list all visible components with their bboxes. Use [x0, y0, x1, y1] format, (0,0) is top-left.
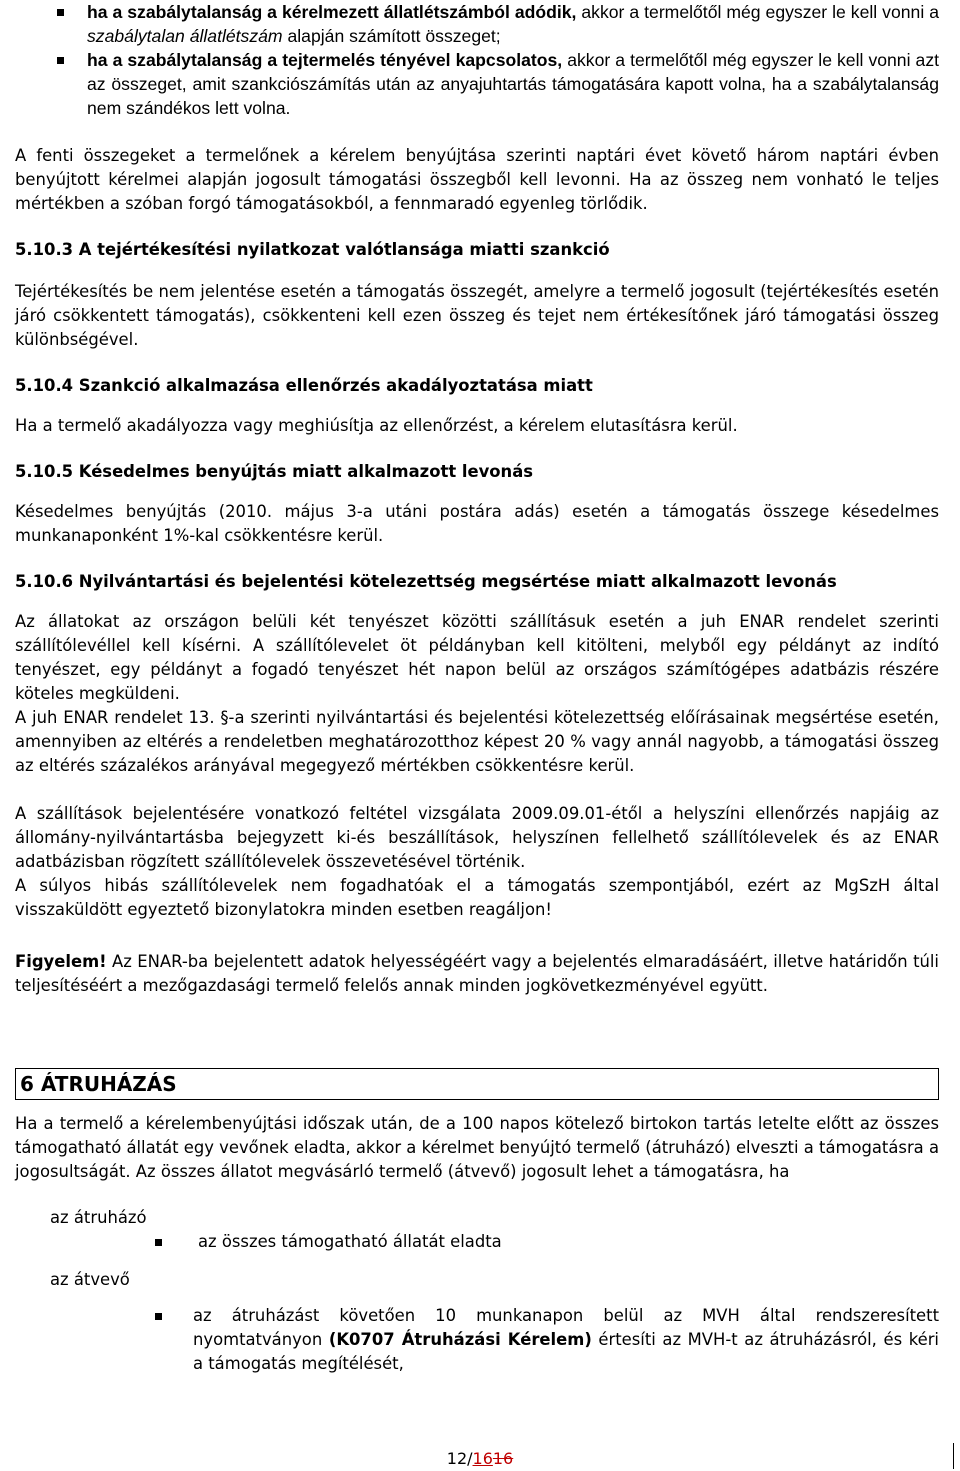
- bullet-item: [15, 1230, 939, 1254]
- label-transferee: az átvevő: [50, 1270, 130, 1289]
- change-bar: [953, 1443, 954, 1469]
- label-transferor: az átruházó: [50, 1208, 147, 1227]
- paragraph: Az állatokat az országon belüli két tenyészet közötti szállításuk esetén a juh ENAR rendelet szerinti szállítólevéllel kell kísérni. A szállítólevelet öt példányban kell kitölteni, melyből egy példányt az indító tenyészet, egy példányt a fogadó tenyészet hét napon belül az országos számítógépes adatbázis részére köteles megküldeni.: [15, 612, 939, 703]
- paragraph: Tejértékesítés be nem jelentése esetén a támogatás összegét, amelyre a termelő jogosult (tejértékesítés esetén járó csökkentett támogatás), csökkenteni kell ezen összeg és tejet nem értékesítőnek járó támogatási összeg különbségével.: [15, 282, 939, 349]
- bullet-item: [15, 48, 939, 120]
- bullet-bold-text: ha a szabálytalanság a kérelmezett állatlétszámból adódik,: [87, 2, 577, 22]
- section-heading: 5.10.6 Nyilvántartási és bejelentési kötelezettség megsértése miatt alkalmazott levonás: [15, 572, 837, 591]
- square-bullet-icon: [155, 1239, 162, 1246]
- square-bullet-icon: [57, 9, 64, 16]
- warning-text: Az ENAR-ba bejelentett adatok helyességéért vagy a bejelentés elmaradásáért, illetve határidőn túli teljesítéséért a mezőgazdasági termelő felelős annak minden jogkövetkezményével együtt.: [15, 952, 939, 995]
- warning-label: Figyelem!: [15, 952, 107, 971]
- paragraph: Ha a termelő a kérelembenyújtási időszak után, de a 100 napos kötelező birtokon tartás letelte előtt az összes támogatható állatát egy vevőnek eladta, akkor a kérelmet benyújtó termelő (átruházó) elveszti a támogatásra a jogosultságát. Az összes állatot megvásárló termelő (átvevő) jogosult lehet a támogatásra, ha: [15, 1114, 939, 1181]
- page-total-inserted: 16: [472, 1449, 493, 1468]
- chapter-heading-box: [15, 1068, 939, 1100]
- bullet-bold-text: ha a szabálytalanság a tejtermelés tényével kapcsolatos,: [87, 50, 563, 70]
- bullet-text: akkor a termelőtől még egyszer le kell vonni azt az összeget, amit szankciószámítás után az anyajuhtartás támogatására kapott volna, ha a szabálytalanság nem szándékos lett volna.: [87, 50, 940, 118]
- paragraph: A juh ENAR rendelet 13. §-a szerinti nyilvántartási és bejelentési kötelezettség előírásainak megsértése esetén, amennyiben az eltérés a rendeletben meghatározotthoz képest 20 % vagy annál nagyobb, a támogatási összeg az eltérés százalékos arányával megegyező mértékben csökkentésre kerül.: [15, 708, 939, 775]
- section-heading: 5.10.3 A tejértékesítési nyilatkozat valótlansága miatti szankció: [15, 240, 610, 259]
- section-heading: 5.10.4 Szankció alkalmazása ellenőrzés akadályoztatása miatt: [15, 376, 593, 395]
- bullet-text: alapján számított összeget;: [282, 26, 501, 46]
- bullet-text: az átruházást követően 10 munkanapon belül az MVH által rendszeresített nyomtatványon: [193, 1306, 939, 1349]
- square-bullet-icon: [57, 57, 64, 64]
- square-bullet-icon: [155, 1313, 162, 1320]
- paragraph: A súlyos hibás szállítólevelek nem fogadhatóak el a támogatás szempontjából, ezért az MgSzH által visszaküldött egyeztető bizonylatokra minden esetben reagáljon!: [15, 876, 939, 919]
- bullet-italic-text: szabálytalan állatlétszám: [87, 26, 283, 46]
- bullet-text: értesíti az MVH-t az átruházásról, és kéri a támogatás megítélését,: [193, 1330, 939, 1373]
- paragraph: A szállítások bejelentésére vonatkozó feltétel vizsgálata 2009.09.01-étől a helyszíni ellenőrzés napjáig az állomány-nyilvántartásba bejegyzett ki-és beszállítások, helyszínen fellelhető szállítólevelek és az ENAR adatbázisban rögzített szállítólevelek összevetésével történik.: [15, 804, 939, 871]
- paragraph: Ha a termelő akadályozza vagy meghiúsítja az ellenőrzést, a kérelem elutasításra kerül.: [15, 416, 738, 435]
- document-page: [15, 0, 939, 1376]
- section-heading: 5.10.5 Késedelmes benyújtás miatt alkalmazott levonás: [15, 462, 534, 481]
- chapter-title: 6 ÁTRUHÁZÁS: [20, 1072, 177, 1096]
- bullet-text: az összes támogatható állatát eladta: [198, 1232, 502, 1251]
- bullet-item: [15, 1304, 939, 1376]
- page-total-deleted: 16: [492, 1449, 514, 1468]
- paragraph: Késedelmes benyújtás (2010. május 3-a utáni postára adás) esetén a támogatás összege késedelmes munkanaponként 1%-kal csökkentésre kerül.: [15, 502, 939, 545]
- page-number: [0, 1447, 960, 1471]
- paragraph: A fenti összegeket a termelőnek a kérelem benyújtása szerinti naptári évet követő három naptári évben benyújtott kérelmei alapján jogosult támogatási összegből kell levonni. Ha az összeg nem vonható le teljes mértékben a szóban forgó támogatásokból, a fennmaradó egyenleg törlődik.: [15, 146, 939, 213]
- bullet-bold-text: (K0707 Átruházási Kérelem): [328, 1330, 592, 1349]
- bullet-item: [15, 0, 939, 48]
- bullet-text: akkor a termelőtől még egyszer le kell vonni a: [576, 2, 939, 22]
- warning-paragraph: [15, 950, 939, 998]
- page-number-current: 12/: [446, 1449, 473, 1468]
